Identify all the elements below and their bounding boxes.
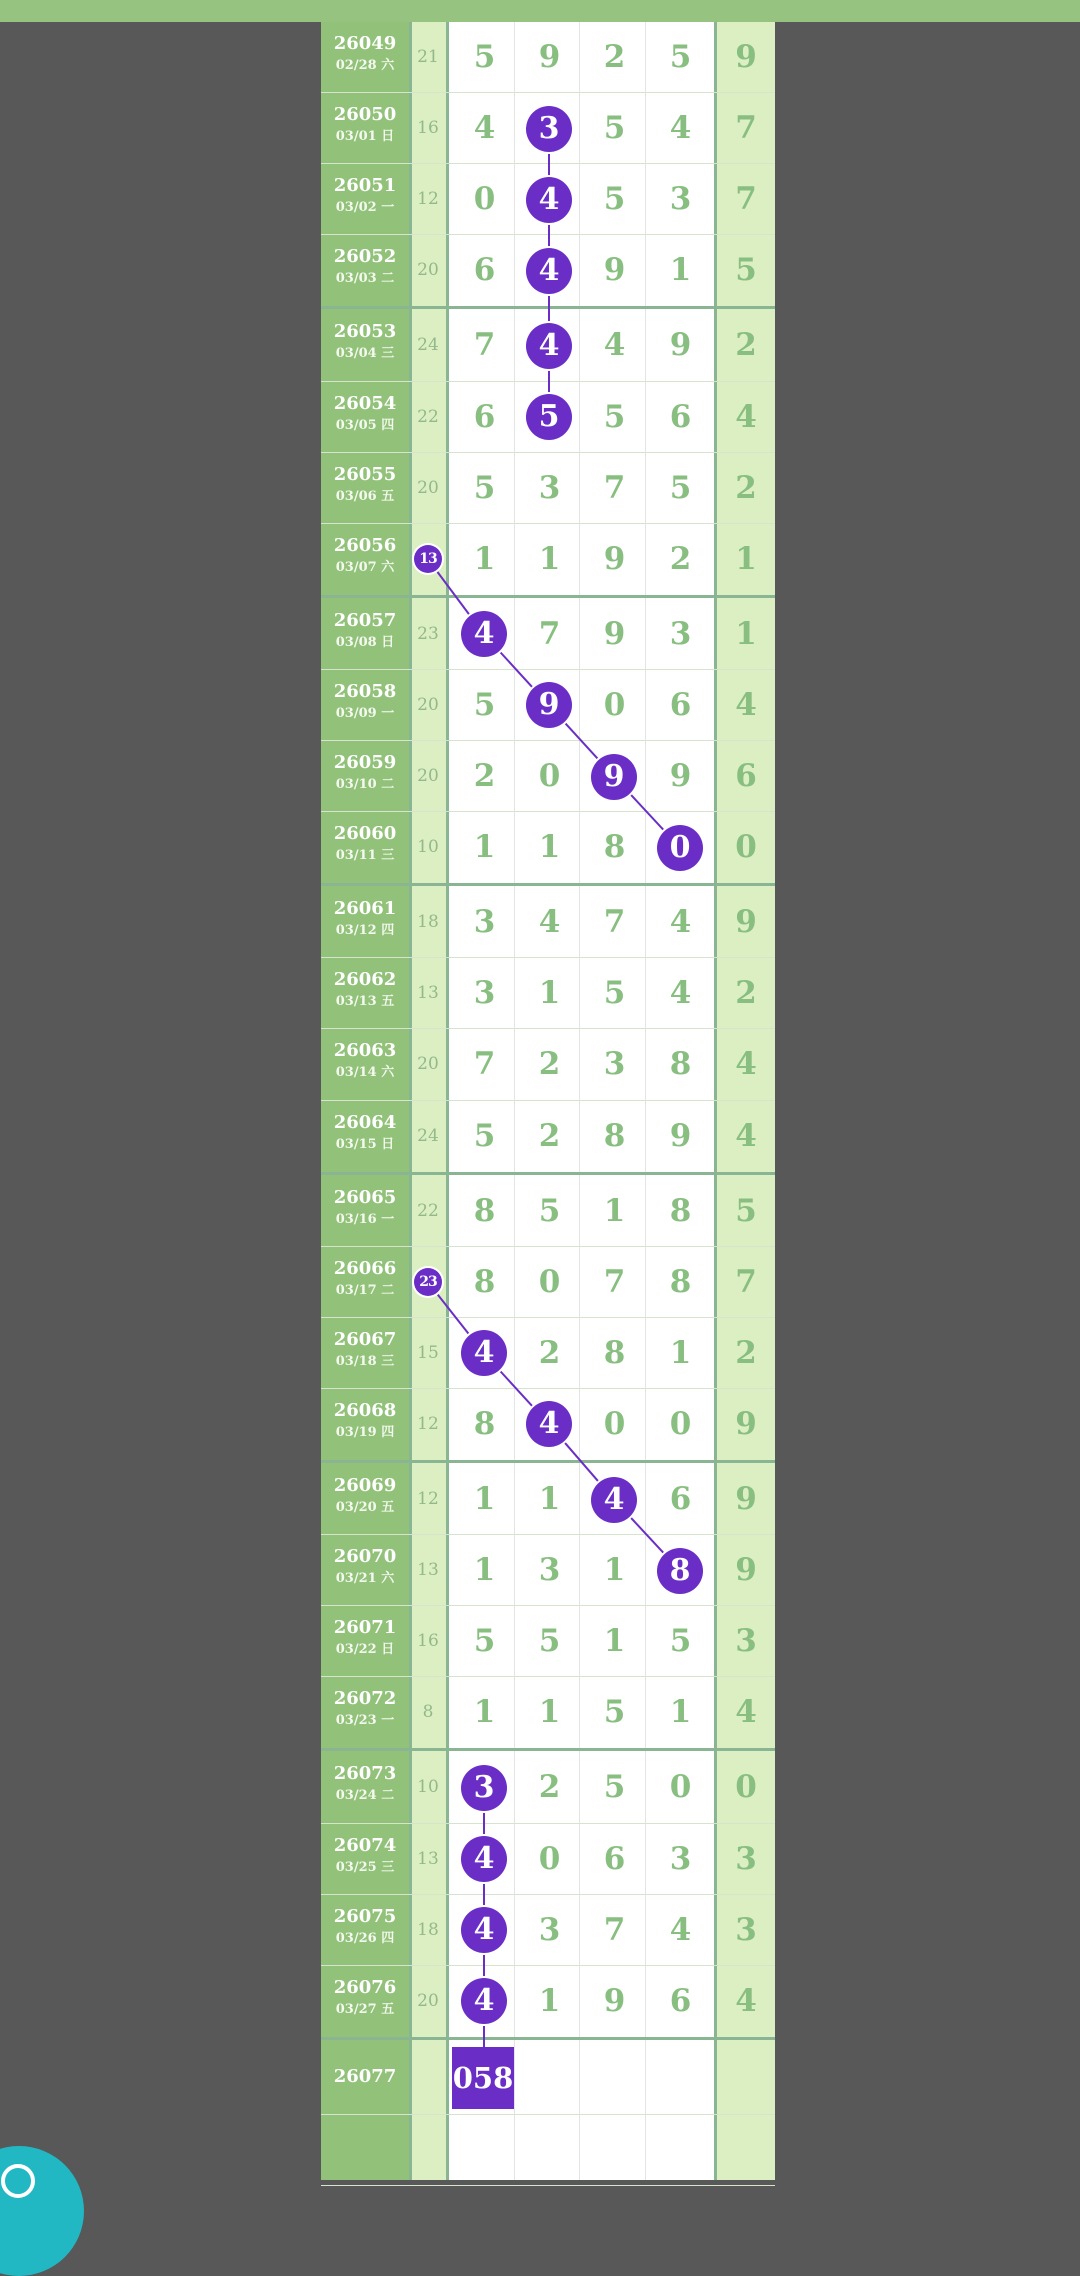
- digit-cell: 5: [669, 469, 692, 506]
- issue-date: 03/03 二: [335, 271, 395, 287]
- issue-date: 03/09 一: [335, 705, 395, 721]
- issue-date: 03/12 四: [335, 923, 395, 939]
- digit-cell: 1: [538, 829, 561, 866]
- digit-cell: 0: [538, 758, 561, 794]
- digit-cell: 0: [603, 686, 626, 723]
- sum-value: 13: [417, 983, 439, 1004]
- sum-value: 20: [417, 260, 439, 281]
- highlight-ball: 3: [461, 1765, 507, 1811]
- last-digit: 5: [735, 1192, 757, 1229]
- issue-date: 03/26 四: [335, 1930, 395, 1946]
- issue-number: 26073: [333, 1763, 397, 1785]
- digit-cell: 1: [473, 1552, 496, 1589]
- digit-cell: 4: [473, 110, 496, 147]
- digit-cell: 1: [603, 1192, 626, 1229]
- highlight-ball: 8: [657, 1548, 703, 1594]
- issue-number: 26066: [333, 1257, 397, 1279]
- issue-date: 03/05 四: [335, 417, 395, 433]
- digit-cell: 6: [669, 1982, 692, 2019]
- issue-number: 26069: [333, 1475, 397, 1496]
- digit-cell: 4: [669, 904, 692, 941]
- sum-value: 24: [417, 335, 439, 356]
- issue-date: 03/27 五: [335, 2001, 395, 2017]
- digit-cell: 1: [603, 1552, 626, 1589]
- digit-cell: 9: [669, 758, 692, 794]
- last-digit: 3: [735, 1623, 757, 1660]
- issue-date: 03/04 三: [335, 346, 395, 362]
- digit-cell: 9: [669, 327, 692, 364]
- issue-number: 26072: [333, 1688, 397, 1710]
- issue-number: 26071: [333, 1617, 397, 1639]
- digit-cell: 3: [603, 1046, 626, 1083]
- digit-cell: 5: [538, 1623, 561, 1660]
- digit-cell: 8: [603, 1117, 626, 1154]
- digit-cell: 2: [538, 1117, 561, 1154]
- digit-cell: 3: [669, 615, 692, 652]
- digit-cell: 3: [538, 1911, 561, 1948]
- digit-cell: 6: [603, 1840, 626, 1877]
- digit-cell: 5: [473, 39, 496, 75]
- digit-cell: 0: [669, 1405, 692, 1442]
- digit-cell: 1: [473, 829, 496, 866]
- issue-number: 26060: [333, 823, 397, 845]
- highlight-ball: 9: [591, 754, 637, 800]
- digit-cell: 7: [603, 1263, 626, 1300]
- highlight-ball: 4: [461, 1978, 507, 2024]
- digit-cell: 2: [538, 1046, 561, 1083]
- sum-value: 18: [417, 1919, 439, 1940]
- last-digit: 9: [735, 39, 757, 75]
- digit-cell: 4: [669, 1911, 692, 1948]
- issue-date: 03/13 五: [335, 994, 395, 1010]
- issue-date: 03/16 一: [335, 1211, 395, 1227]
- issue-date: 03/25 三: [335, 1859, 395, 1875]
- digit-cell: 8: [669, 1263, 692, 1300]
- issue-date: 03/01 日: [335, 129, 395, 145]
- issue-date: 03/17 二: [335, 1282, 395, 1298]
- digit-cell: 2: [669, 540, 692, 577]
- digit-cell: 0: [669, 1769, 692, 1806]
- sum-value: 15: [417, 1342, 439, 1363]
- issue-number: 26057: [333, 609, 397, 631]
- sum-value: 23: [417, 623, 439, 644]
- digit-cell: 8: [473, 1405, 496, 1442]
- sum-value: 16: [417, 1631, 439, 1652]
- issue-number: 26062: [333, 969, 397, 991]
- issue-number: 26054: [333, 392, 397, 414]
- top-bar: [0, 0, 1080, 22]
- digit-cell: 1: [538, 540, 561, 577]
- last-digit: 7: [735, 110, 757, 147]
- last-digit: 4: [735, 1694, 757, 1731]
- issue-number: 26055: [333, 463, 397, 485]
- last-digit: 5: [735, 252, 757, 289]
- issue-date: 03/24 二: [335, 1788, 395, 1804]
- issue-date: 03/02 一: [335, 200, 395, 216]
- last-digit: 3: [735, 1911, 757, 1948]
- digit-cell: 5: [603, 110, 626, 147]
- last-digit: 4: [735, 686, 757, 723]
- digit-cell: 5: [603, 181, 626, 218]
- issue-date: 03/06 五: [335, 488, 395, 504]
- last-digit: 9: [735, 1405, 757, 1442]
- issue-number: 26056: [333, 534, 397, 556]
- sum-value: 10: [417, 1777, 439, 1798]
- digit-cell: 6: [669, 398, 692, 435]
- digit-cell: 2: [538, 1334, 561, 1371]
- sum-value: 20: [417, 766, 439, 786]
- issue-date: 03/20 五: [335, 1500, 395, 1515]
- issue-number: 26074: [333, 1834, 397, 1856]
- last-digit: 2: [735, 975, 757, 1012]
- digit-cell: 4: [669, 975, 692, 1012]
- sum-value: 8: [422, 1702, 434, 1723]
- digit-cell: 3: [669, 181, 692, 218]
- last-digit: 7: [735, 181, 757, 218]
- digit-cell: 5: [473, 1623, 496, 1660]
- last-digit: 1: [735, 540, 757, 577]
- digit-cell: 8: [603, 829, 626, 866]
- digit-cell: 5: [603, 1769, 626, 1806]
- issue-number: 26068: [333, 1399, 397, 1421]
- sum-value: 10: [417, 837, 439, 858]
- issue-number: 26049: [333, 33, 397, 54]
- digit-cell: 6: [473, 398, 496, 435]
- digit-cell: 5: [603, 975, 626, 1012]
- digit-cell: 5: [603, 398, 626, 435]
- digit-cell: 5: [473, 686, 496, 723]
- digit-cell: 5: [473, 469, 496, 506]
- digit-cell: 7: [603, 469, 626, 506]
- last-digit: 2: [735, 327, 757, 364]
- digit-cell: 8: [669, 1046, 692, 1083]
- sum-value: 18: [417, 912, 439, 933]
- digit-cell: 9: [603, 615, 626, 652]
- digit-cell: 1: [669, 252, 692, 289]
- highlight-ball: 4: [461, 1907, 507, 1953]
- last-digit: 0: [735, 829, 757, 866]
- issue-number: 26053: [333, 321, 397, 343]
- digit-cell: 1: [669, 1694, 692, 1731]
- issue-number: 26050: [333, 104, 397, 126]
- highlight-ball: 5: [526, 394, 572, 440]
- pending-row: [321, 2043, 775, 2114]
- digit-cell: 0: [473, 181, 496, 218]
- digit-cell: 4: [669, 110, 692, 147]
- digit-cell: 7: [538, 615, 561, 652]
- digit-cell: 1: [473, 540, 496, 577]
- digit-cell: 6: [473, 252, 496, 289]
- digit-cell: 7: [603, 1911, 626, 1948]
- issue-date: 03/18 三: [335, 1353, 395, 1369]
- digit-cell: 1: [669, 1334, 692, 1371]
- sum-value: 16: [417, 118, 439, 139]
- digit-cell: 7: [473, 1046, 496, 1083]
- issue-number: 26059: [333, 752, 397, 773]
- issue-date: 03/21 六: [335, 1571, 395, 1587]
- sum-value: 20: [417, 477, 439, 498]
- last-digit: 4: [735, 1982, 757, 2019]
- digit-cell: 6: [669, 1481, 692, 1517]
- highlight-ball: 0: [657, 825, 703, 871]
- digit-cell: 5: [538, 1192, 561, 1229]
- digit-cell: 0: [603, 1405, 626, 1442]
- last-digit: 4: [735, 1046, 757, 1083]
- sum-highlight-ball: 13: [414, 545, 442, 573]
- issue-date: 03/22 日: [335, 1642, 395, 1658]
- digit-cell: 2: [603, 39, 626, 75]
- digit-cell: 1: [538, 1694, 561, 1731]
- digit-cell: 9: [603, 540, 626, 577]
- trend-chart-table: [321, 22, 775, 2180]
- sum-value: 22: [417, 406, 439, 427]
- digit-cell: 8: [473, 1192, 496, 1229]
- last-digit: 7: [735, 1263, 757, 1300]
- float-action-button[interactable]: [0, 2146, 84, 2276]
- digit-cell: 4: [538, 904, 561, 941]
- sum-value: 12: [417, 189, 439, 210]
- issue-date: 03/10 二: [335, 777, 395, 792]
- issue-number: 26076: [333, 1976, 397, 1998]
- digit-cell: 1: [538, 975, 561, 1012]
- digit-cell: 3: [538, 1552, 561, 1589]
- digit-cell: 8: [669, 1192, 692, 1229]
- last-digit: 3: [735, 1840, 757, 1877]
- digit-cell: 5: [669, 1623, 692, 1660]
- digit-cell: 6: [669, 686, 692, 723]
- issue-date: 03/15 日: [335, 1136, 395, 1152]
- sum-value: 20: [417, 1054, 439, 1075]
- issue-date: 03/07 六: [335, 559, 395, 575]
- last-digit: 0: [735, 1769, 757, 1806]
- sum-value: 24: [417, 1125, 439, 1146]
- digit-cell: 5: [603, 1694, 626, 1731]
- issue-number: 26063: [333, 1040, 397, 1062]
- digit-cell: 3: [538, 469, 561, 506]
- issue-date: 03/11 三: [335, 848, 395, 864]
- issue-number: 26065: [333, 1186, 397, 1208]
- digit-cell: 9: [603, 252, 626, 289]
- highlight-ball: 4: [591, 1477, 637, 1523]
- highlight-ball: 9: [526, 682, 572, 728]
- issue-date: 03/19 四: [335, 1424, 395, 1440]
- issue-number: 26075: [333, 1905, 397, 1927]
- issue-number: 26061: [333, 898, 397, 920]
- issue-date: 03/08 日: [335, 634, 395, 650]
- row-divider: [321, 2185, 775, 2186]
- digit-cell: 9: [538, 39, 561, 75]
- digit-cell: 3: [473, 904, 496, 941]
- last-digit: 9: [735, 1552, 757, 1589]
- issue-number: 26070: [333, 1546, 397, 1568]
- issue-number: 26052: [333, 246, 397, 268]
- last-digit: 6: [735, 758, 757, 794]
- issue-number: 26058: [333, 680, 397, 702]
- highlight-ball: 4: [461, 611, 507, 657]
- last-digit: 9: [735, 1481, 757, 1517]
- digit-cell: 1: [603, 1623, 626, 1660]
- last-digit: 4: [735, 398, 757, 435]
- highlight-ball: 3: [526, 106, 572, 152]
- digit-cell: 5: [473, 1117, 496, 1154]
- issue-number: 26067: [333, 1328, 397, 1350]
- sum-value: 20: [417, 694, 439, 715]
- digit-cell: 0: [538, 1263, 561, 1300]
- highlight-ball: 4: [526, 248, 572, 294]
- pending-issue-number: 26077: [333, 2065, 397, 2087]
- sum-value: 22: [417, 1200, 439, 1221]
- highlight-ball: 4: [526, 177, 572, 223]
- digit-cell: 8: [473, 1263, 496, 1300]
- sum-value: 13: [417, 1848, 439, 1869]
- digit-cell: 2: [538, 1769, 561, 1806]
- last-digit: 9: [735, 904, 757, 941]
- digit-cell: 3: [473, 975, 496, 1012]
- last-digit: 1: [735, 615, 757, 652]
- digit-cell: 4: [603, 327, 626, 364]
- last-digit: 2: [735, 1334, 757, 1371]
- digit-cell: 2: [473, 758, 496, 794]
- highlight-ball: 4: [461, 1836, 507, 1882]
- digit-cell: 5: [669, 39, 692, 75]
- digit-cell: 9: [669, 1117, 692, 1154]
- digit-cell: 7: [473, 327, 496, 364]
- issue-number: 26051: [333, 175, 397, 197]
- last-digit: 4: [735, 1117, 757, 1154]
- highlight-ball: 4: [461, 1330, 507, 1376]
- issue-date: 03/14 六: [335, 1065, 395, 1081]
- digit-cell: 1: [473, 1694, 496, 1731]
- issue-date: 02/28 六: [335, 58, 395, 73]
- sum-value: 12: [417, 1489, 439, 1509]
- highlight-ball: 4: [526, 1401, 572, 1447]
- sum-value: 13: [417, 1560, 439, 1581]
- float-action-icon: [1, 2164, 35, 2198]
- highlight-ball: 4: [526, 323, 572, 369]
- sum-value: 12: [417, 1413, 439, 1434]
- digit-cell: 1: [538, 1481, 561, 1517]
- issue-date: 03/23 一: [335, 1713, 395, 1729]
- sum-highlight-ball: 23: [414, 1268, 442, 1296]
- last-digit: 2: [735, 469, 757, 506]
- prediction-badge[interactable]: 058: [452, 2047, 514, 2109]
- sum-value: 21: [417, 47, 439, 67]
- sum-value: 20: [417, 1990, 439, 2011]
- digit-cell: 0: [538, 1840, 561, 1877]
- issue-number: 26064: [333, 1111, 397, 1133]
- digit-cell: 1: [538, 1982, 561, 2019]
- digit-cell: 7: [603, 904, 626, 941]
- digit-cell: 1: [473, 1481, 496, 1517]
- digit-cell: 9: [603, 1982, 626, 2019]
- digit-cell: 3: [669, 1840, 692, 1877]
- digit-cell: 8: [603, 1334, 626, 1371]
